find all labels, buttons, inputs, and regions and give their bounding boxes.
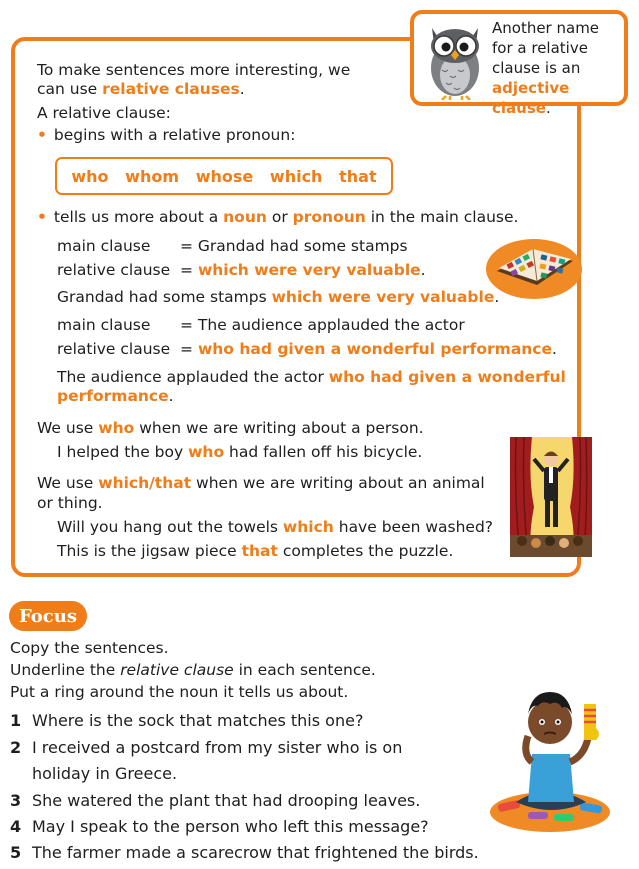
focus-label: Focus — [9, 601, 87, 631]
focus-instruction-3: Put a ring around the noun it tells us about. — [10, 683, 349, 701]
question-1: 1 Where is the sock that matches this one? — [10, 711, 364, 730]
stamp-album-illustration — [485, 233, 583, 301]
question-3: 3 She watered the plant that had drooping leaves. — [10, 791, 421, 810]
owl-illustration — [424, 20, 486, 100]
intro-line-2: can use relative clauses. — [37, 80, 245, 98]
bullet-2: • tells us more about a noun or pronoun in the main clause. — [37, 208, 519, 226]
intro-line-1: To make sentences more interesting, we — [37, 61, 351, 79]
who-example: I helped the boy who had fallen off his bicycle. — [57, 443, 423, 461]
ex2-full-sentence-line-2: performance. — [57, 387, 174, 405]
ex1-rel-clause: = which were very valuable. — [180, 261, 426, 279]
ex2-main-clause: = The audience applauded the actor — [180, 316, 465, 334]
pronoun-whose: whose — [195, 166, 254, 186]
who-rule: We use who when we are writing about a person. — [37, 419, 424, 437]
ex2-full-sentence-line-1: The audience applauded the actor who had given a wonderful — [57, 368, 566, 386]
pronoun-box — [55, 157, 393, 195]
pronoun-who: who — [71, 166, 109, 186]
ex2-rel-clause: = who had given a wonderful performance. — [180, 340, 557, 358]
pronoun-whom: whom — [125, 166, 180, 186]
which-rule: We use which/that when we are writing about an animal — [37, 474, 485, 492]
tip-text: Another name for a relative clause is an adjective clause. — [492, 19, 600, 117]
tip-highlight: adjective clause — [492, 79, 570, 117]
actor-stage-illustration — [510, 437, 592, 557]
ex2-rel-label: relative clause — [57, 340, 171, 358]
question-2-continued: holiday in Greece. — [32, 764, 178, 783]
question-5: 5 The farmer made a scarecrow that frightened the birds. — [10, 843, 479, 862]
boy-with-socks-illustration — [488, 684, 613, 834]
which-example-2: This is the jigsaw piece that completes the puzzle. — [57, 542, 454, 560]
question-2: 2 I received a postcard from my sister who is on — [10, 738, 403, 757]
ex2-main-label: main clause — [57, 316, 151, 334]
pronoun-which: which — [269, 166, 323, 186]
which-rule-line-2: or thing. — [37, 494, 103, 512]
focus-instruction-2: Underline the relative clause in each sentence. — [10, 661, 376, 679]
which-example-1: Will you hang out the towels which have been washed? — [57, 518, 494, 536]
focus-instruction-1: Copy the sentences. — [10, 639, 169, 657]
pronoun-that: that — [339, 166, 377, 186]
question-4: 4 May I speak to the person who left this message? — [10, 817, 429, 836]
tip-box — [410, 10, 628, 117]
ex1-main-label: main clause — [57, 237, 151, 255]
bullet-1: • begins with a relative pronoun: — [37, 126, 296, 144]
ex1-rel-label: relative clause — [57, 261, 171, 279]
ex1-full-sentence: Grandad had some stamps which were very valuable. — [57, 288, 500, 306]
intro-line-3: A relative clause: — [37, 104, 171, 122]
ex1-main-clause: = Grandad had some stamps — [180, 237, 408, 255]
